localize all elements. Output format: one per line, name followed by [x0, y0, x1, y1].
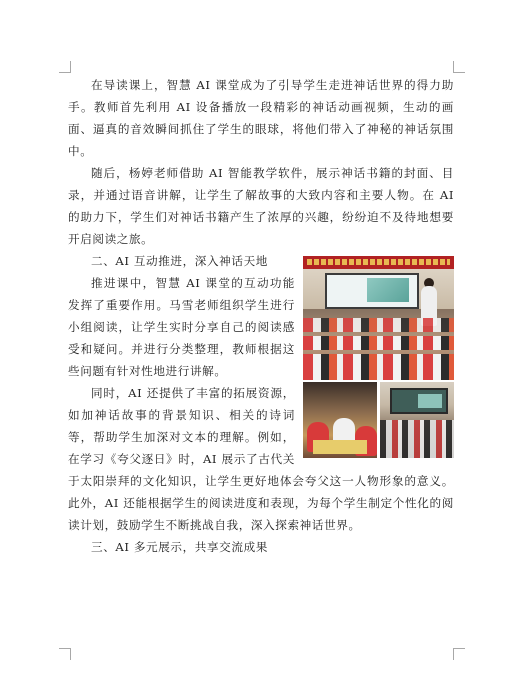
classroom-photo-main [303, 256, 454, 380]
crop-mark-bottom-right [453, 648, 465, 660]
document-body [68, 74, 454, 558]
classroom-photo-collage [303, 256, 454, 458]
section-heading-2: 二、AI 互动推进，深入神话天地 [91, 254, 268, 268]
classroom-photo-reading [303, 382, 377, 458]
photo-student-row [303, 318, 454, 332]
photo-banner-text [307, 259, 450, 265]
photo-screen [325, 273, 419, 309]
crop-mark-top-left [59, 61, 71, 73]
crop-mark-bottom-left [59, 648, 71, 660]
photo-book [313, 440, 367, 454]
photo-student-row [303, 354, 454, 380]
classroom-photo-lecture [380, 382, 454, 458]
photo-board [390, 388, 448, 414]
section-heading-3: 三、AI 多元展示，共享交流成果 [91, 540, 268, 554]
crop-mark-top-right [453, 61, 465, 73]
paragraph-intro-1: 在导读课上，智慧 AI 课堂成为了引导学生走进神话世界的得力助手。教师首先利用 AI 设备播放一段精彩的神话动画视频，生动的画面、逼真的音效瞬间抓住了学生的眼球，将他们带入了神秘的神话氛围中。 [68, 78, 454, 158]
photo-screen-image [367, 278, 409, 302]
photo-board-image [418, 394, 442, 408]
paragraph-section2-2: 同时，AI 还提供了丰富的拓展资源，如加神话故事的背景知识、相关的诗词等，帮助学生加深对文本的理解。例如，在学习《夸父逐日》时，AI 展示了古代关于太阳崇拜的文化知识，让学生更好地体会夸父这一人物形象的意义。此外，AI 还能根据学生的阅读进度和表现，为每个学生制定个性化的阅读计划，鼓励学生不断挑战自我，深入探索神话世界。 [68, 386, 454, 532]
paragraph-intro-2: 随后，杨婷老师借助 AI 智能教学软件，展示神话书籍的封面、目录，并通过语音讲解，让学生了解故事的大致内容和主要人物。在 AI 的助力下，学生们对神话书籍产生了浓厚的兴趣，纷纷迫不及待地想要开启阅读之旅。 [68, 166, 454, 246]
photo-student-rows [380, 420, 454, 458]
paragraph-section2-1: 推进课中，智慧 AI 课堂的互动功能发挥了重要作用。马雪老师组织学生进行小组阅读，让学生实时分享自己的阅读感受和疑问。并进行分类整理，教师根据这些问题有针对性地进行讲解。 [68, 276, 295, 378]
photo-student-row [303, 336, 454, 350]
